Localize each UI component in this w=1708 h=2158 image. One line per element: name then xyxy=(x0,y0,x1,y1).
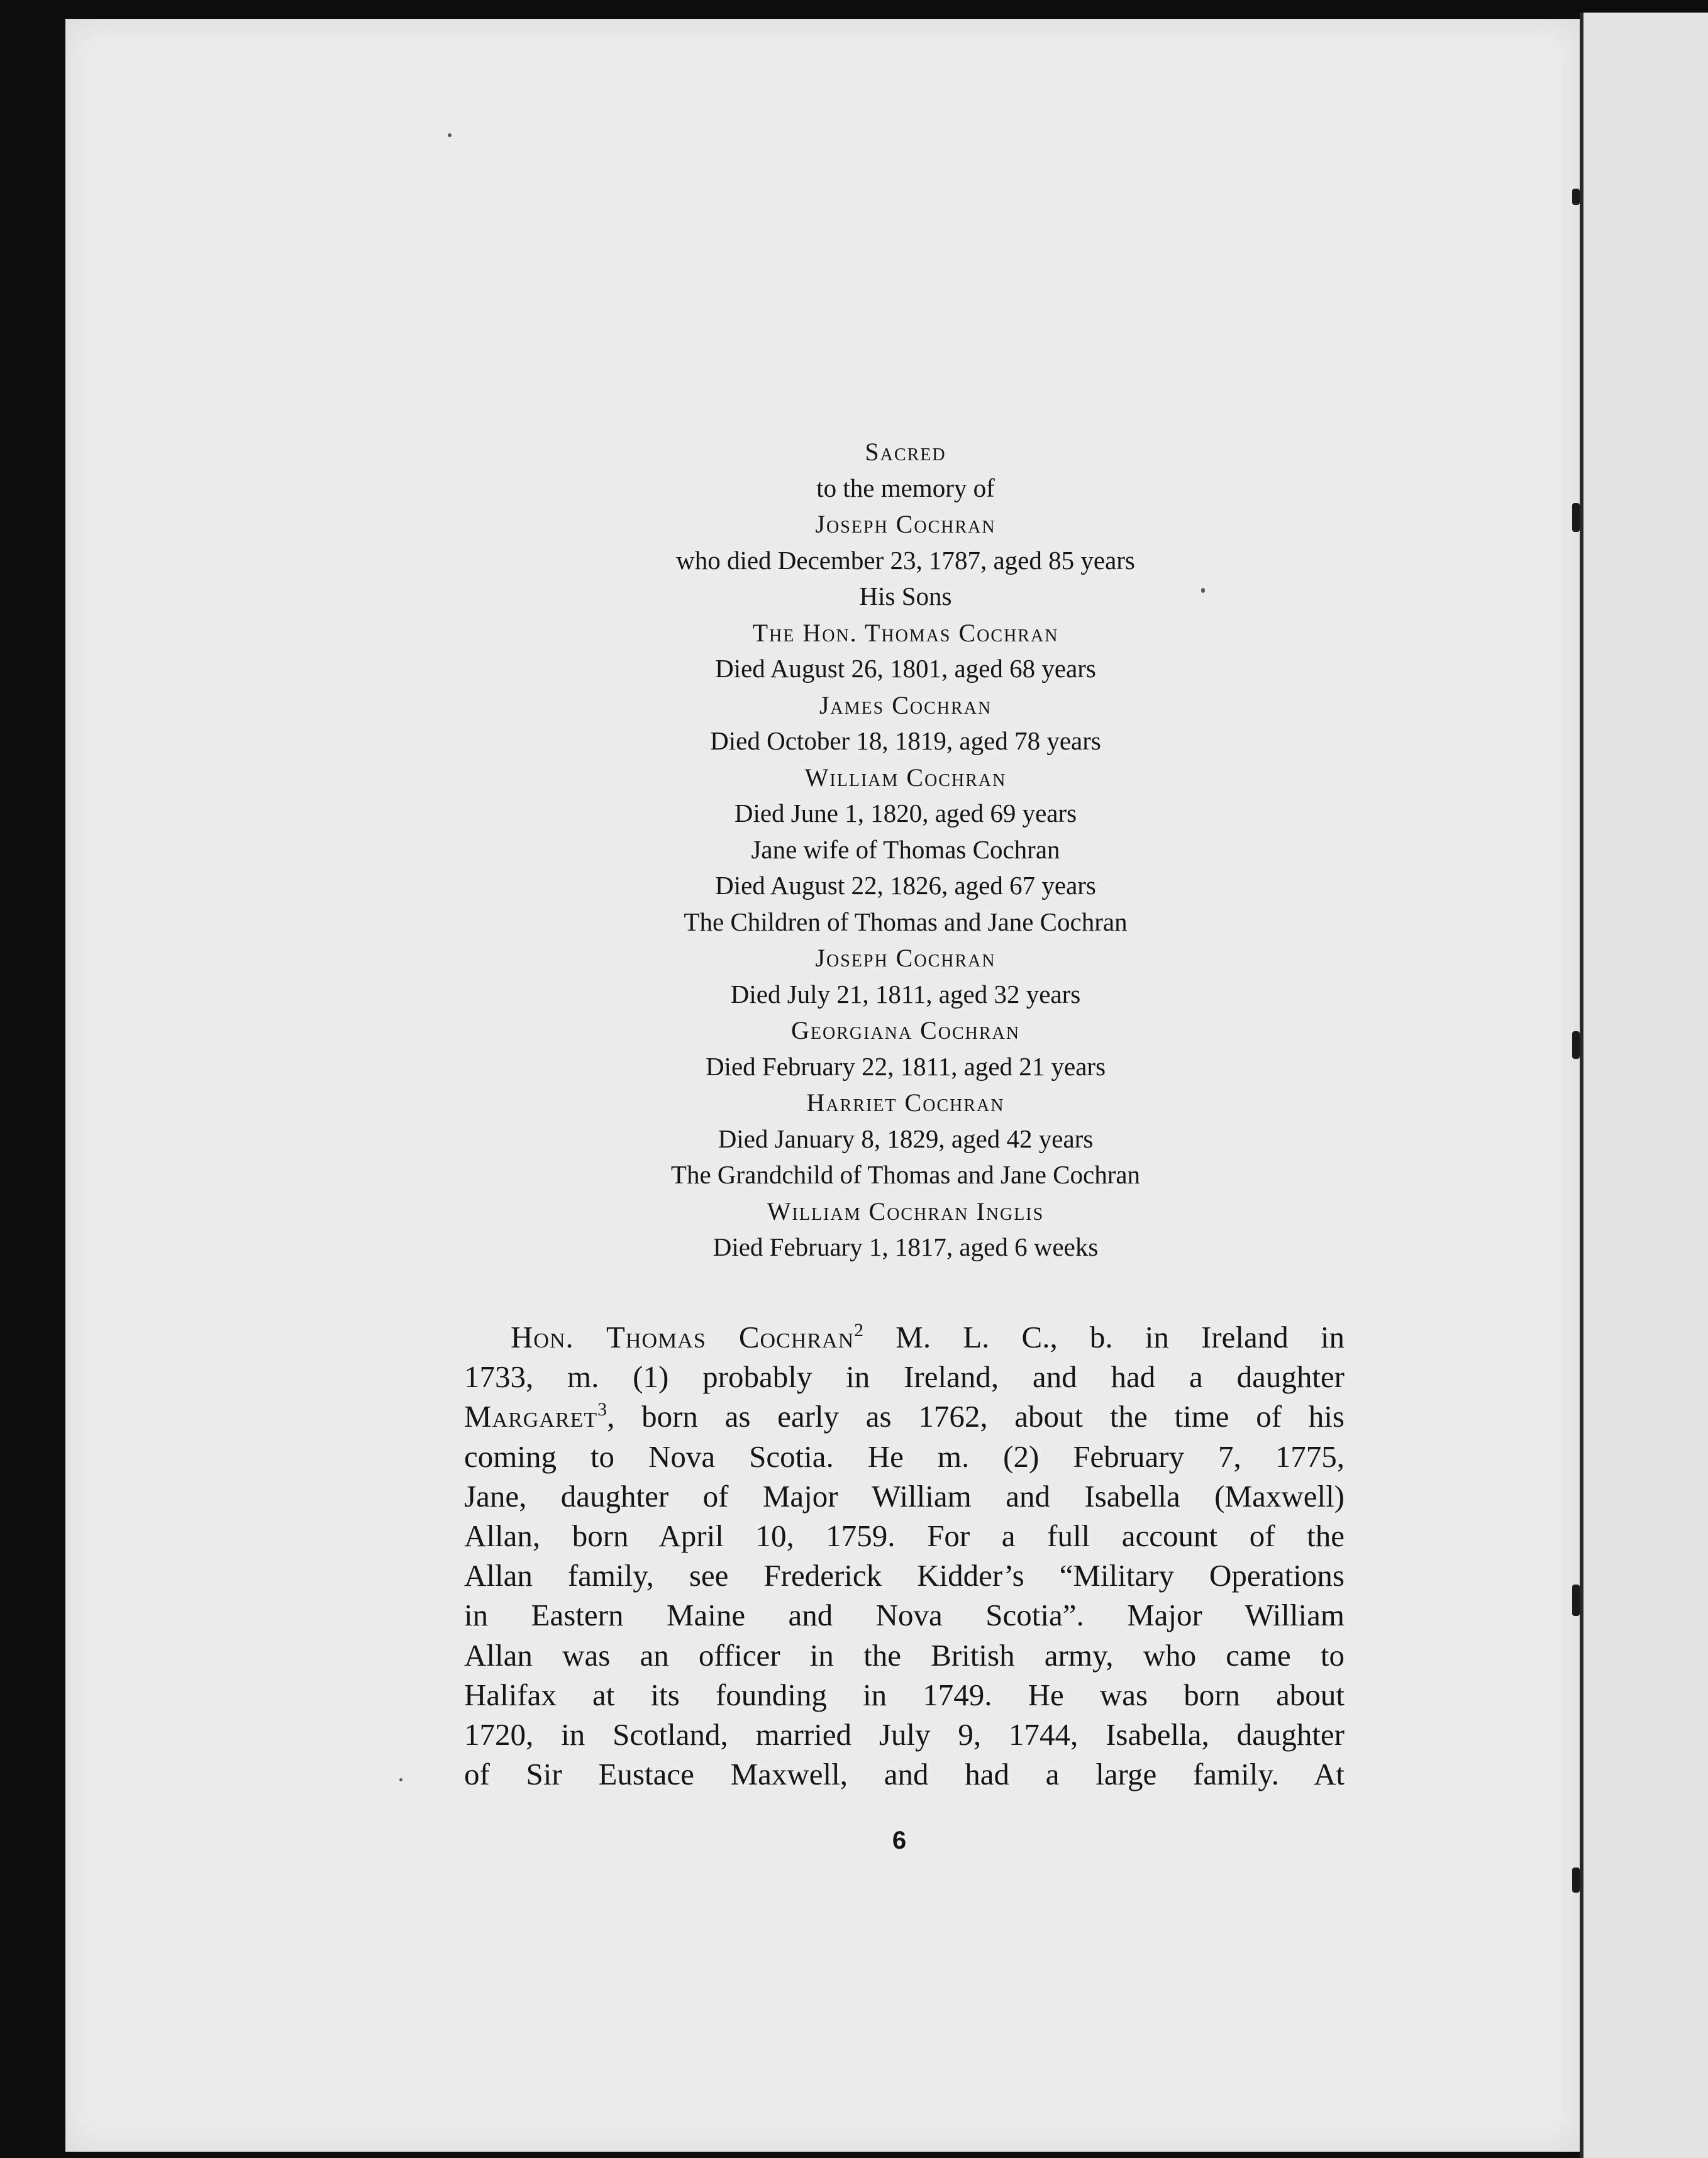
paragraph-line: Allan, born April 10, 1759. For a full account of the xyxy=(464,1519,1345,1554)
page-number: 6 xyxy=(892,1827,907,1854)
inscription-line: Sacred xyxy=(865,438,946,466)
inscription-line: William Cochran xyxy=(804,763,1007,792)
inscription-line: Died January 8, 1829, aged 42 years xyxy=(718,1124,1094,1153)
inscription-line: Joseph Cochran xyxy=(815,944,996,972)
paragraph-line: coming to Nova Scotia. He m. (2) February 7, 1775, xyxy=(464,1439,1345,1474)
inscription-line: James Cochran xyxy=(819,690,992,719)
person-name: Margaret xyxy=(464,1399,598,1434)
inscription-line: Died August 26, 1801, aged 68 years xyxy=(715,654,1096,683)
generation-number: 2 xyxy=(854,1320,864,1341)
line-text: , born as early as 1762, about the time of his xyxy=(607,1399,1345,1434)
inscription-line: Joseph Cochran xyxy=(815,510,996,538)
inscription-line: who died December 23, 1787, aged 85 years xyxy=(676,545,1135,575)
binding-mark xyxy=(1572,503,1580,532)
person-name: Hon. Thomas Cochran xyxy=(511,1320,855,1354)
inscription-line: Died February 22, 1811, aged 21 years xyxy=(705,1051,1106,1081)
inscription-line: Died August 22, 1826, aged 67 years xyxy=(715,871,1096,900)
binding-mark xyxy=(1572,1868,1580,1893)
inscription-line: Died July 21, 1811, aged 32 years xyxy=(730,979,1081,1009)
paper-speck xyxy=(399,1778,402,1781)
inscription-line: His Sons xyxy=(859,582,952,611)
binding-mark xyxy=(1572,189,1580,205)
inscription-line: The Hon. Thomas Cochran xyxy=(752,618,1059,647)
inscription-line: Died June 1, 1820, aged 69 years xyxy=(734,799,1077,827)
line-text: M. L. C., b. in Ireland in xyxy=(863,1320,1345,1354)
binding-mark xyxy=(1572,1031,1580,1059)
paragraph-line: of Sir Eustace Maxwell, and had a large family. At xyxy=(464,1757,1345,1792)
paragraph-line: 1733, m. (1) probably in Ireland, and had a daughter xyxy=(464,1359,1345,1395)
memorial-inscription xyxy=(591,434,1220,1266)
paragraph-line: Halifax at its founding in 1749. He was born about xyxy=(464,1677,1345,1712)
inscription-line: The Children of Thomas and Jane Cochran xyxy=(684,907,1128,936)
paper-speck xyxy=(448,133,452,137)
inscription-line: Died October 18, 1819, aged 78 years xyxy=(710,726,1101,755)
inscription-line: to the memory of xyxy=(816,473,995,502)
paragraph-line xyxy=(464,1397,1345,1436)
inscription-line: Harriet Cochran xyxy=(806,1088,1005,1117)
paragraph-line: Allan family, see Frederick Kidder’s “Military Operations xyxy=(464,1558,1345,1593)
paragraph-line: Allan was an officer in the British army, who came to xyxy=(464,1637,1345,1673)
generation-number: 3 xyxy=(597,1399,607,1420)
paragraph-line: in Eastern Maine and Nova Scotia”. Major William xyxy=(464,1598,1345,1633)
body-paragraph xyxy=(464,1317,1345,1794)
paragraph-line: Jane, daughter of Major William and Isabella (Maxwell) xyxy=(464,1478,1345,1513)
paragraph-line xyxy=(464,1317,1345,1357)
inscription-line: Georgiana Cochran xyxy=(790,1016,1020,1044)
inscription-line: William Cochran Inglis xyxy=(767,1197,1045,1226)
right-page-edge xyxy=(1580,13,1708,2158)
inscription-line: Jane wife of Thomas Cochran xyxy=(751,834,1060,864)
inscription-line: Died February 1, 1817, aged 6 weeks xyxy=(713,1232,1099,1261)
paragraph-line: 1720, in Scotland, married July 9, 1744, Isabella, daughter xyxy=(464,1717,1345,1752)
inscription-line: The Grandchild of Thomas and Jane Cochran xyxy=(670,1160,1141,1189)
binding-mark xyxy=(1572,1585,1580,1616)
